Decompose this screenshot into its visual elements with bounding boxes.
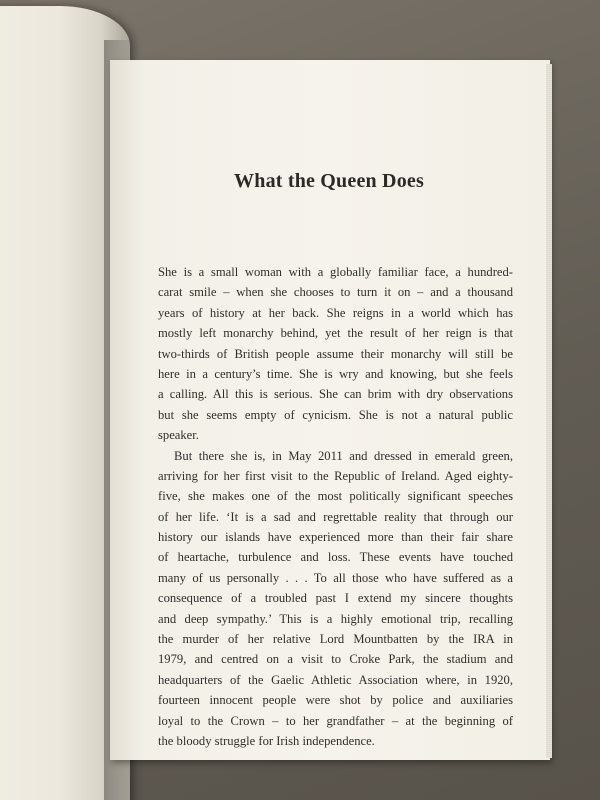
text-line: She is a small woman with a globally familiar face, a hundred- bbox=[158, 265, 513, 279]
text-line: carat smile – when she chooses to turn it on – and a thousand bbox=[158, 285, 513, 300]
text-line: fourteen innocent people were shot by police and auxiliaries bbox=[158, 693, 513, 708]
text-line: years of history at her back. She reigns in a world which has bbox=[158, 305, 513, 320]
text-line: and deep sympathy.’ This is a highly emotional trip, recalling bbox=[158, 611, 513, 626]
page-edges bbox=[546, 64, 552, 758]
text-line: consequence of a troubled past I extend my sincere thoughts bbox=[158, 591, 513, 606]
text-line: here in a century’s time. She is wry and knowing, but she feels bbox=[158, 366, 513, 381]
text-line: of her life. ‘It is a sad and regrettable reality that through our bbox=[158, 509, 513, 524]
text-line: a calling. All this is serious. She can brim with dry observations bbox=[158, 387, 513, 402]
text-line: arriving for her first visit to the Republic of Ireland. Aged eighty- bbox=[158, 468, 513, 483]
text-line: of heartache, turbulence and loss. These events have touched bbox=[158, 550, 513, 565]
text-line: but she seems empty of cynicism. She is not a natural public bbox=[158, 407, 513, 422]
body-text bbox=[158, 262, 513, 751]
text-line: mostly left monarchy behind, yet the result of her reign is that bbox=[158, 326, 513, 341]
chapter-title: What the Queen Does bbox=[234, 170, 424, 192]
text-line: loyal to the Crown – to her grandfather – at the beginning of bbox=[158, 713, 513, 728]
text-line: the murder of her relative Lord Mountbatten by the IRA in bbox=[158, 632, 513, 647]
text-line: history our islands have experienced more than their fair share bbox=[158, 530, 513, 545]
text-line: two-thirds of British people assume their monarchy will still be bbox=[158, 346, 513, 361]
text-line: headquarters of the Gaelic Athletic Association where, in 1920, bbox=[158, 672, 513, 687]
text-line: five, she makes one of the most politically significant speeches bbox=[158, 489, 513, 504]
text-line: But there she is, in May 2011 and dressed in emerald green, bbox=[174, 448, 513, 463]
text-line: speaker. bbox=[158, 428, 199, 443]
text-line: the bloody struggle for Irish independence. bbox=[158, 733, 375, 748]
text-line: 1979, and centred on a visit to Croke Park, the stadium and bbox=[158, 652, 513, 667]
text-line: many of us personally . . . To all those who have suffered as a bbox=[158, 570, 513, 585]
